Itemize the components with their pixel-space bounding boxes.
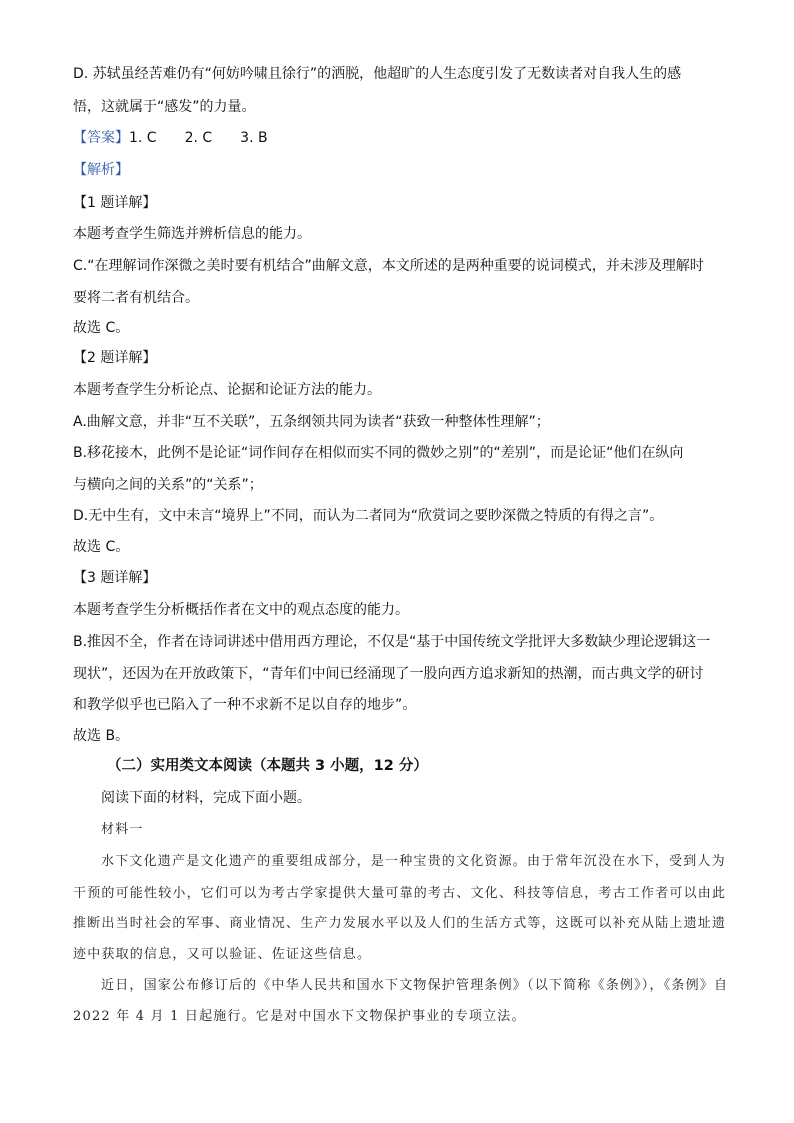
option-d-line-2: 悟，这就属于“感发”的力量。 — [73, 99, 256, 115]
material-p2-line-1: 近日，国家公布修订后的《中华人民共和国水下文物保护管理条例》（以下简称《条例》），《条例》自 — [101, 978, 729, 993]
q2-line-3: B.移花接木，此例不是论证“词作间存在相似而实不同的微妙之别”的“差别”，而是论证“他们在纵向 — [73, 445, 684, 461]
q2-line-5: D.无中生有，文中未言“境界上”不同，而认为二者同为“欣赏词之要眇深微之特质的有得之言”。 — [73, 508, 664, 524]
option-d-line-1: D. 苏轼虽经苦难仍有“何妨吟啸且徐行”的洒脱，他超旷的人生态度引发了无数读者对自我人生的感 — [73, 66, 682, 82]
answer-label: 【答案】 — [73, 130, 129, 146]
q2-line-4: 与横向之间的关系”的“关系”； — [73, 477, 263, 493]
material-p1-line-1: 水下文化遗产是文化遗产的重要组成部分，是一种宝贵的文化资源。由于常年沉没在水下，受到人为 — [101, 854, 726, 869]
material-p2-line-2: 2022 年 4 月 1 日起施行。它是对中国水下文物保护事业的专项立法。 — [73, 1009, 526, 1024]
q1-line-4: 故选 C。 — [73, 320, 130, 336]
analysis-label: 【解析】 — [73, 162, 129, 178]
q3-line-3: 现状”，还因为在开放政策下，“青年们中间已经涌现了一股向西方追求新知的热潮，而古典文学的研讨 — [73, 666, 704, 682]
instruction-line: 阅读下面的材料，完成下面小题。 — [101, 790, 311, 806]
q1-line-3: 要将二者有机结合。 — [73, 290, 199, 306]
material-p1-line-2: 干预的可能性较小，它们可以为考古学家提供大量可靠的考古、文化、科技等信息，考古工作者可以由此 — [73, 886, 727, 901]
answer-line — [73, 128, 268, 148]
q3-line-5: 故选 B。 — [73, 728, 130, 744]
q3-line-1: 本题考查学生分析概括作者在文中的观点态度的能力。 — [73, 602, 409, 618]
material-p1-line-4: 迹中获取的信息，又可以验证、佐证这些信息。 — [73, 947, 372, 962]
q2-line-1: 本题考查学生分析论点、论据和论证方法的能力。 — [73, 382, 381, 398]
q2-line-6: 故选 C。 — [73, 539, 130, 555]
q3-line-4: 和教学似乎也已陷入了一种不求新不足以自存的地步”。 — [73, 697, 417, 713]
q1-heading: 【1 题详解】 — [73, 195, 157, 211]
q3-line-2: B.推因不全，作者在诗词讲述中借用西方理论，不仅是“基于中国传统文学批评大多数缺少理论逻辑这一 — [73, 634, 711, 650]
q1-line-2: C.“在理解词作深微之美时要有机结合”曲解文意，本文所述的是两种重要的说词模式，并未涉及理解时 — [73, 258, 704, 274]
q1-line-1: 本题考查学生筛选并辨析信息的能力。 — [73, 226, 311, 242]
material-label: 材料一 — [101, 822, 144, 837]
material-p1-line-3: 推断出当时社会的军事、商业情况、生产力发展水平以及人们的生活方式等，这既可以补充从陆上遗址遗 — [73, 916, 727, 931]
q2-heading: 【2 题详解】 — [73, 350, 157, 366]
section-2-title: （二）实用类文本阅读（本题共 3 小题，12 分） — [107, 758, 428, 774]
answer-values: 1. C 2. C 3. B — [129, 130, 268, 146]
q2-line-2: A.曲解文意，并非“互不关联”，五条纲领共同为读者“获致一种整体性理解”； — [73, 414, 550, 430]
q3-heading: 【3 题详解】 — [73, 570, 157, 586]
